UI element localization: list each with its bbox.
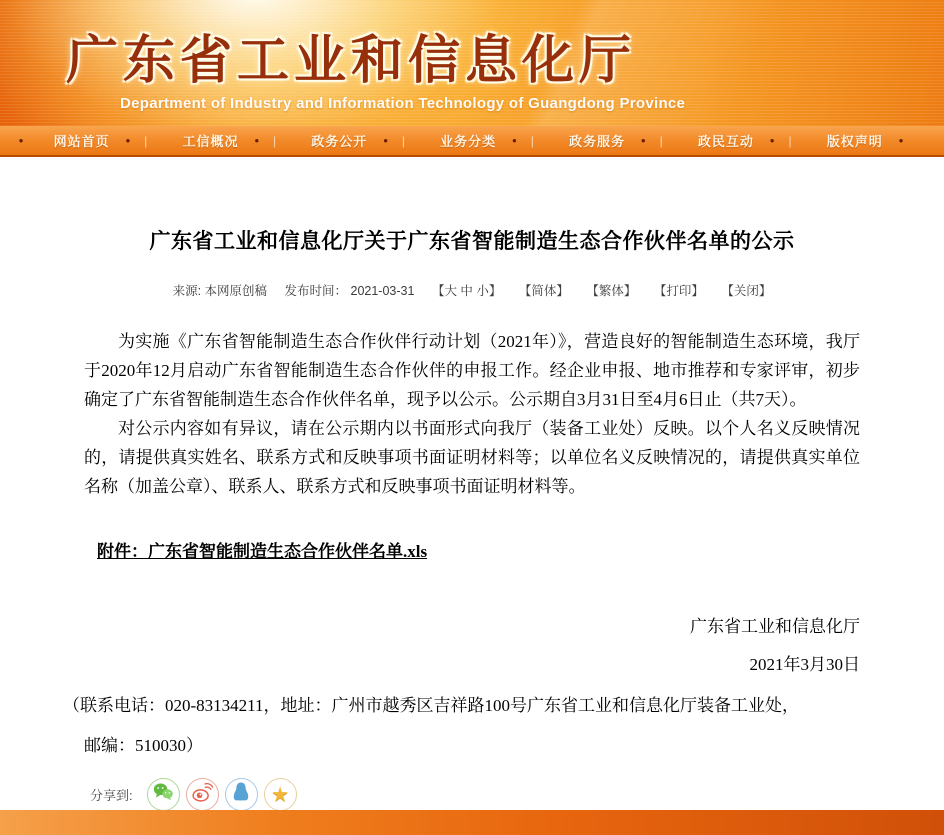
star-icon: ★ <box>271 783 290 806</box>
nav-dot: • <box>641 133 646 148</box>
main-nav <box>0 126 944 157</box>
weibo-icon <box>191 781 213 808</box>
meta-source: 来源: 本网原创稿 <box>172 284 268 298</box>
nav-dot: • <box>383 133 388 148</box>
nav-separator: | <box>273 133 277 148</box>
article-meta <box>0 281 944 299</box>
site-banner <box>0 0 944 126</box>
font-size-control[interactable]: 【大 中 小】 <box>431 284 502 298</box>
nav-item-overview[interactable]: 工信概况 • | <box>182 133 277 149</box>
site-title-chinese: 广东省工业和信息化厅 <box>66 32 637 90</box>
nav-item-business-category[interactable]: 业务分类 • | <box>440 133 534 149</box>
footer-band <box>0 810 944 835</box>
wechat-icon <box>152 781 174 808</box>
share-label: 分享到: <box>90 788 133 803</box>
meta-publish-time: 发布时间： 2021-03-31 <box>284 284 415 298</box>
simplified-button[interactable]: 【简体】 <box>518 284 569 298</box>
share-wechat-button[interactable] <box>147 778 180 811</box>
share-weibo-button[interactable] <box>186 778 219 811</box>
nav-dot: • <box>512 133 517 148</box>
signature-block <box>0 612 860 679</box>
site-title-english: Department of Industry and Information Technology of Guangdong Province <box>120 95 686 112</box>
share-favorite-button[interactable] <box>264 778 297 811</box>
nav-dot: • <box>898 133 904 148</box>
nav-item-home[interactable]: 网站首页 • | <box>53 133 148 149</box>
nav-item-gov-services[interactable]: 政务服务 • | <box>569 133 663 149</box>
attachment-link[interactable]: 附件：广东省智能制造生态合作伙伴名单.xls <box>97 542 428 561</box>
nav-separator: | <box>530 133 534 148</box>
nav-item-interaction[interactable]: 政民互动 • | <box>697 133 792 149</box>
share-qq-button[interactable] <box>225 778 258 811</box>
nav-dot: • <box>254 133 260 148</box>
nav-dot: • <box>125 133 131 148</box>
signature-department: 广东省工业和信息化厅 <box>690 617 860 636</box>
paragraph-1: 为实施《广东省智能制造生态合作伙伴行动计划（2021年）》，营造良好的智能制造生态环境，我厅于2020年12月启动广东省智能制造生态合作伙伴的申报工作。经企业申报、地市推荐和专家评审，初步确定了广东省智能制造生态合作伙伴名单，现予以公示。公示期自3月31日至4月6日止（共7天）。 <box>84 332 860 409</box>
nav-separator: | <box>659 133 663 148</box>
nav-separator: | <box>788 133 792 148</box>
nav-separator: | <box>401 133 405 148</box>
signature-date: 2021年3月30日 <box>749 655 860 674</box>
contact-line-2: 邮编：510030） <box>84 736 203 755</box>
nav-item-copyright[interactable]: 版权声明 • <box>826 133 904 149</box>
contact-info <box>63 697 944 754</box>
close-button[interactable]: 【关闭】 <box>721 284 772 298</box>
nav-item-gov-disclosure[interactable]: 政务公开 • | <box>311 133 405 149</box>
qq-icon <box>230 781 252 808</box>
article-title: 广东省工业和信息化厅关于广东省智能制造生态合作伙伴名单的公示 <box>149 230 795 253</box>
paragraph-2: 对公示内容如有异议，请在公示期内以书面形式向我厅（装备工业处）反映。以个人名义反映情况的，请提供真实姓名、联系方式和反映事项书面证明材料等；以单位名义反映情况的，请提供真实单位名称（加盖公章）、联系人、联系方式和反映事项书面证明材料等。 <box>84 419 860 496</box>
share-row <box>90 778 944 811</box>
article-body <box>84 327 860 501</box>
traditional-button[interactable]: 【繁体】 <box>586 284 637 298</box>
nav-separator: | <box>144 133 148 148</box>
nav-dot: • <box>769 133 775 148</box>
nav-lead-dot: • <box>18 133 24 148</box>
print-button[interactable]: 【打印】 <box>653 284 704 298</box>
contact-line-1: （联系电话：020-83134211，地址：广州市越秀区吉祥路100号广东省工业和信息化厅装备工业处， <box>63 696 800 715</box>
